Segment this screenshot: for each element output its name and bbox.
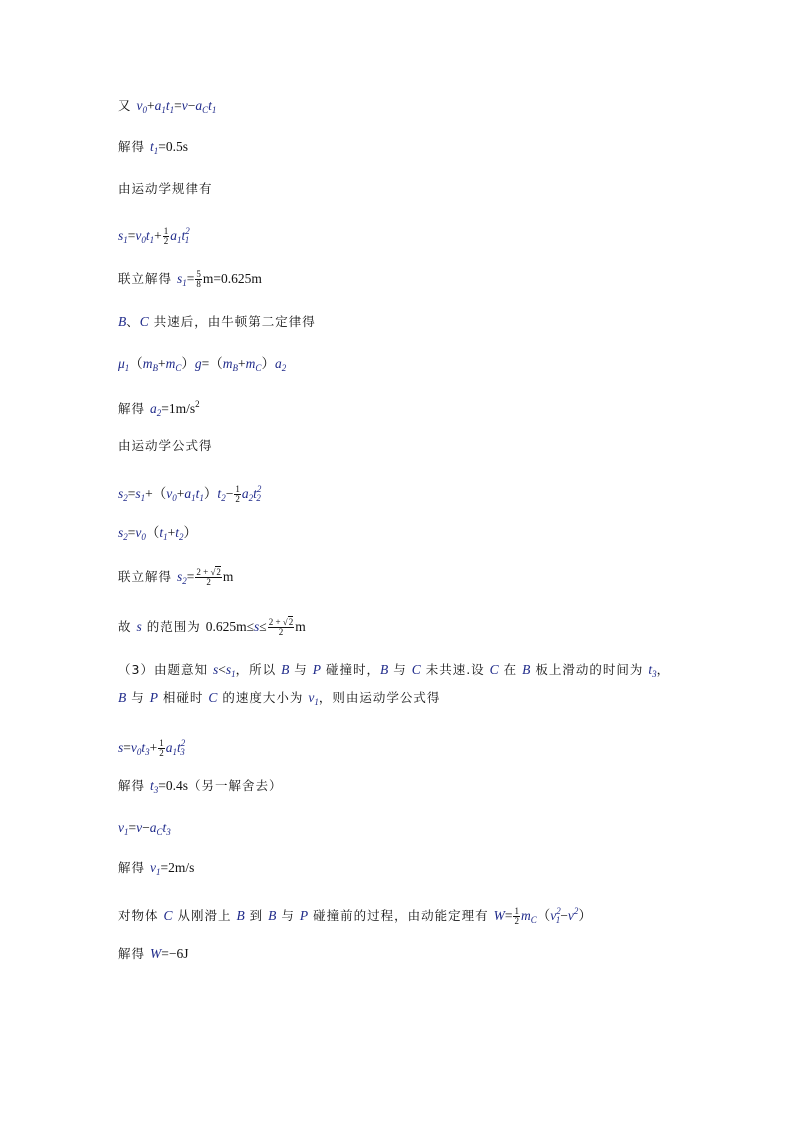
- equation-line-16: $s=v_0t_3+$ $\frac{1}{2}$ $a_1t^2_3$: [118, 738, 186, 758]
- problem-line-15: B 与 P 相碰时 C 的速度大小为 $v_1$，则由运动学公式得: [118, 690, 441, 707]
- energy-line-20: 对物体 C 从刚滑上 B 到 B 与 P 碰撞前的过程，由动能定理有 W= $\frac{1}{2}$ $m_C(v^2_1-v^2)$: [118, 906, 592, 926]
- range-line-13: 故 s 的范围为 0.625m≤s≤ $\frac{2 + √2}{2}$ m: [118, 617, 306, 637]
- equation-line-11: $s_2=v_0(t_1+t_2)$: [118, 525, 198, 542]
- solution-line-2: 解得 $t_1=0.5s$: [118, 139, 188, 156]
- equation-line-1: 又 $v_0+a_1t_1=v-a_Ct_1$: [118, 98, 217, 115]
- equation-line-7: $\mu_1(m_B+m_C)g=(m_B+m_C)a_2$: [118, 356, 287, 373]
- solution-line-5: 联立解得 $s_1=$ $\frac{5}{8}$ m=0.625m: [118, 269, 262, 289]
- equation-line-10: $s_2=s_1+(v_0+a_1t_1)t_2-$ $\frac{1}{2}$ $a_2t^2_2$: [118, 484, 262, 504]
- text-line-6: B、C 共速后，由牛顿第二定律得: [118, 314, 316, 329]
- solution-line-17: 解得 $t_3=0.4s$（另一解舍去）: [118, 778, 283, 795]
- text-line-3: 由运动学规律有: [118, 181, 213, 196]
- solution-line-21: 解得 W=−6J: [118, 946, 189, 961]
- text-line-9: 由运动学公式得: [118, 438, 213, 453]
- problem-line-14: （3）由题意知 $s<s_1$，所以 B 与 P 碰撞时，B 与 C 未共速.设 C 在 B 板上滑动的时间为 $t_3$，: [118, 662, 671, 679]
- solution-line-8: 解得 $a_2=1m/s^2$: [118, 399, 200, 418]
- equation-line-18: $v_1=v-a_Ct_3$: [118, 820, 171, 837]
- solution-line-12: 联立解得 $s_2=$ $\frac{2 + √2}{2}$ m: [118, 567, 234, 587]
- equation-line-4: $s_1=v_0t_1+$ $\frac{1}{2}$ $a_1t^2_1$: [118, 226, 190, 246]
- solution-line-19: 解得 $v_1=2m/s$: [118, 860, 195, 877]
